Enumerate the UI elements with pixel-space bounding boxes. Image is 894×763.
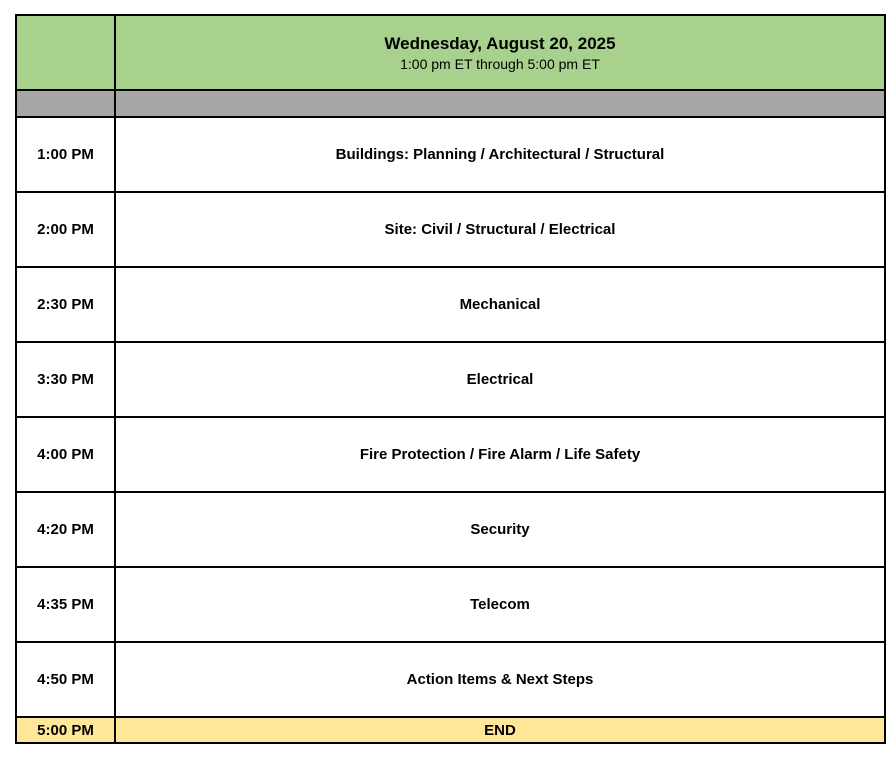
slot-topic: Security <box>115 492 885 567</box>
slot-topic: Fire Protection / Fire Alarm / Life Safety <box>115 417 885 492</box>
slot-topic: Site: Civil / Structural / Electrical <box>115 192 885 267</box>
slot-time: 4:00 PM <box>16 417 115 492</box>
slot-time: 2:00 PM <box>16 192 115 267</box>
meeting-hours: 1:00 pm ET through 5:00 pm ET <box>400 55 600 72</box>
schedule-row <box>16 267 885 342</box>
schedule-row <box>16 492 885 567</box>
end-time: 5:00 PM <box>16 717 115 743</box>
slot-topic: Action Items & Next Steps <box>115 642 885 717</box>
slot-time: 4:50 PM <box>16 642 115 717</box>
schedule-row <box>16 117 885 192</box>
schedule-row <box>16 192 885 267</box>
slot-time: 4:35 PM <box>16 567 115 642</box>
slot-time: 2:30 PM <box>16 267 115 342</box>
slot-topic: Telecom <box>115 567 885 642</box>
spacer-cell <box>115 90 885 117</box>
header-time-cell <box>16 15 115 90</box>
slot-topic: Electrical <box>115 342 885 417</box>
schedule-row <box>16 642 885 717</box>
agenda-table <box>15 14 886 744</box>
schedule-row <box>16 417 885 492</box>
end-row <box>16 717 885 743</box>
meeting-date: Wednesday, August 20, 2025 <box>384 33 616 53</box>
slot-time: 1:00 PM <box>16 117 115 192</box>
slot-time: 3:30 PM <box>16 342 115 417</box>
schedule-row <box>16 342 885 417</box>
slot-time: 4:20 PM <box>16 492 115 567</box>
schedule-row <box>16 567 885 642</box>
slot-topic: Buildings: Planning / Architectural / Structural <box>115 117 885 192</box>
slot-topic: Mechanical <box>115 267 885 342</box>
end-label: END <box>115 717 885 743</box>
spacer-row <box>16 90 885 117</box>
header-title-cell <box>115 15 885 90</box>
header-row <box>16 15 885 90</box>
spacer-cell <box>16 90 115 117</box>
